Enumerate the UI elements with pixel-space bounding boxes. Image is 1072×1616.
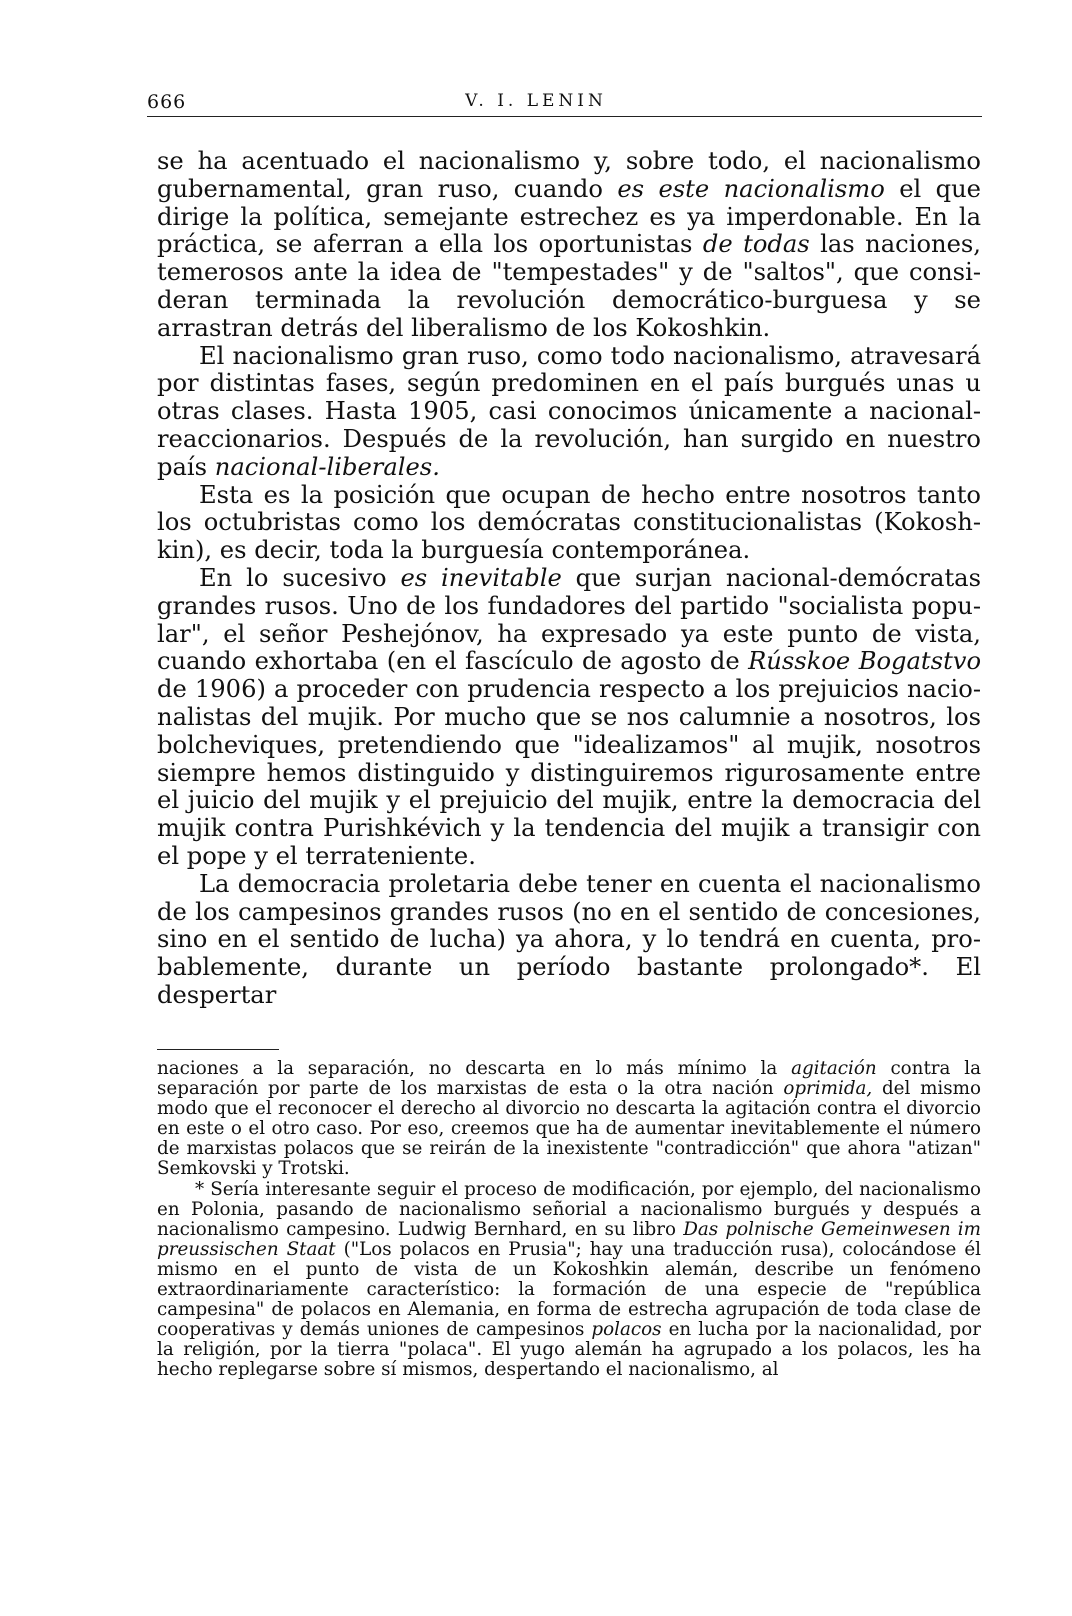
- text-span: en lucha por la nacionalidad, por la religión, por la tierra "polaca". El yugo alemán ha agrupado a los polacos, les ha hecho replegarse sobre sí mismos, despertando el nacionalismo, al: [157, 1319, 981, 1381]
- running-title: V. I. LENIN: [465, 91, 607, 111]
- text-span: El nacionalismo gran ruso, como todo nacionalismo, atravesará por distintas fases, según predominen en el país burgués unas u otras clases. Hasta 1905, casi conocimos únicamente a nacionalreaccionarios. Después de la revolución, han surgido en nuestro país: [157, 341, 981, 481]
- text-span: que surjan nacional-demócratas grandes rusos. Uno de los fundadores del partido "socialista popular", el señor Peshejónov, ha expresado ya este punto de vista, cuando exhortaba (en el fascículo de agosto de: [157, 563, 981, 676]
- text-span: En lo sucesivo: [199, 563, 401, 592]
- header-rule: [147, 116, 982, 117]
- text-span: del mismo modo que el reconocer el derecho al divorcio no descarta la agitación contra el divorcio en este o el otro caso. Por eso, creemos que ha de aumentar inevitablemente el número de marxistas polacos que se reirán de la inexistente "contradicción" que ahora "atizan" Semkovski y Trotski.: [157, 1078, 981, 1180]
- text-span: Esta es la posición que ocupan de hecho entre nosotros tanto los octubristas como los demócratas constitucionalistas (Kokoshkin), es decir, toda la burguesía contemporánea.: [157, 480, 981, 565]
- italic-span: agitación: [791, 1058, 877, 1079]
- text-span: * Sería interesante seguir el proceso de modificación, por ejemplo, del nacionalismo en Polonia, pasando de nacionalismo señorial a nacionalismo burgués y después a nacionalismo campesino. Ludwig Bernhard, en su libro: [157, 1178, 981, 1240]
- italic-span: de todas: [702, 230, 810, 259]
- italic-span: polacos: [591, 1319, 662, 1341]
- italic-span: Rússkoe Bogatstvo: [748, 647, 982, 676]
- footnote-continuation: [157, 1059, 981, 1180]
- text-span: de 1906) a proceder con prudencia respecto a los prejuicios nacionalistas del mujik. Por mucho que se nos calumnie a nosotros, los bolcheviques, pretendiendo que "idealizamos" al mujik, nosotros siempre hemos distinguido y distinguiremos rigurosamente entre el juicio del mujik y el prejuicio del mujik, entre la democracia del mujik contra Purishkévich y la tendencia del mujik a transigir con el pope y el terrateniente.: [157, 675, 981, 870]
- paragraph-2: [157, 343, 981, 482]
- text-span: las naciones, temerosos ante la idea de "tempestades" y de "saltos", que consideran terminada la revolución democrático-burguesa y se arrastran detrás del liberalismo de los Kokoshkin.: [157, 230, 981, 342]
- italic-span: es inevitable: [400, 563, 562, 592]
- text-span: naciones a la separación, no descarta en lo más mínimo la: [157, 1058, 792, 1079]
- italic-span: nacional-liberales.: [214, 452, 440, 481]
- paragraph-3: [157, 482, 981, 565]
- paragraph-1: [157, 148, 981, 343]
- text-span: ("Los polacos en Prusia"; hay una traducción rusa), colocándose él mismo en el punto de vista de un Kokoshkin alemán, describe un fenómeno extraordinariamente característico: la formación de una especie de "república campesina" de polacos en Alemania, en forma de estrecha agrupación de toda clase de cooperativas y demás uniones de campesinos: [157, 1238, 981, 1341]
- page-number: 666: [147, 91, 187, 113]
- paragraph-5: [157, 871, 981, 1010]
- text-span: contra la separación por parte de los marxistas de esta o la otra nación: [157, 1058, 981, 1100]
- footnote-asterisk: [157, 1180, 981, 1381]
- text-span: La democracia proletaria debe tener en cuenta el nacionalismo de los campesinos grandes rusos (no en el sentido de concesiones, sino en el sentido de lucha) ya ahora, y lo tendrá en cuenta, probablemente, durante un período bastante prolongado*. El despertar: [157, 869, 981, 1009]
- footnote-rule: [157, 1049, 279, 1050]
- main-text: [157, 148, 981, 1010]
- italic-span: es este nacionalismo: [617, 174, 885, 203]
- footnotes: [157, 1059, 981, 1381]
- text-span: se ha acentuado el nacionalismo y, sobre todo, el nacionalismo gubernamental, gran ruso, cuando: [157, 147, 981, 203]
- italic-span: oprimida,: [783, 1078, 873, 1100]
- text-span: el que dirige la política, semejante estrechez es ya imperdonable. En la práctica, se aferran a ella los oportunistas: [157, 174, 981, 259]
- paragraph-4: [157, 565, 981, 871]
- italic-span: Das polnische Gemeinwesen im preussischen Staat: [157, 1218, 981, 1260]
